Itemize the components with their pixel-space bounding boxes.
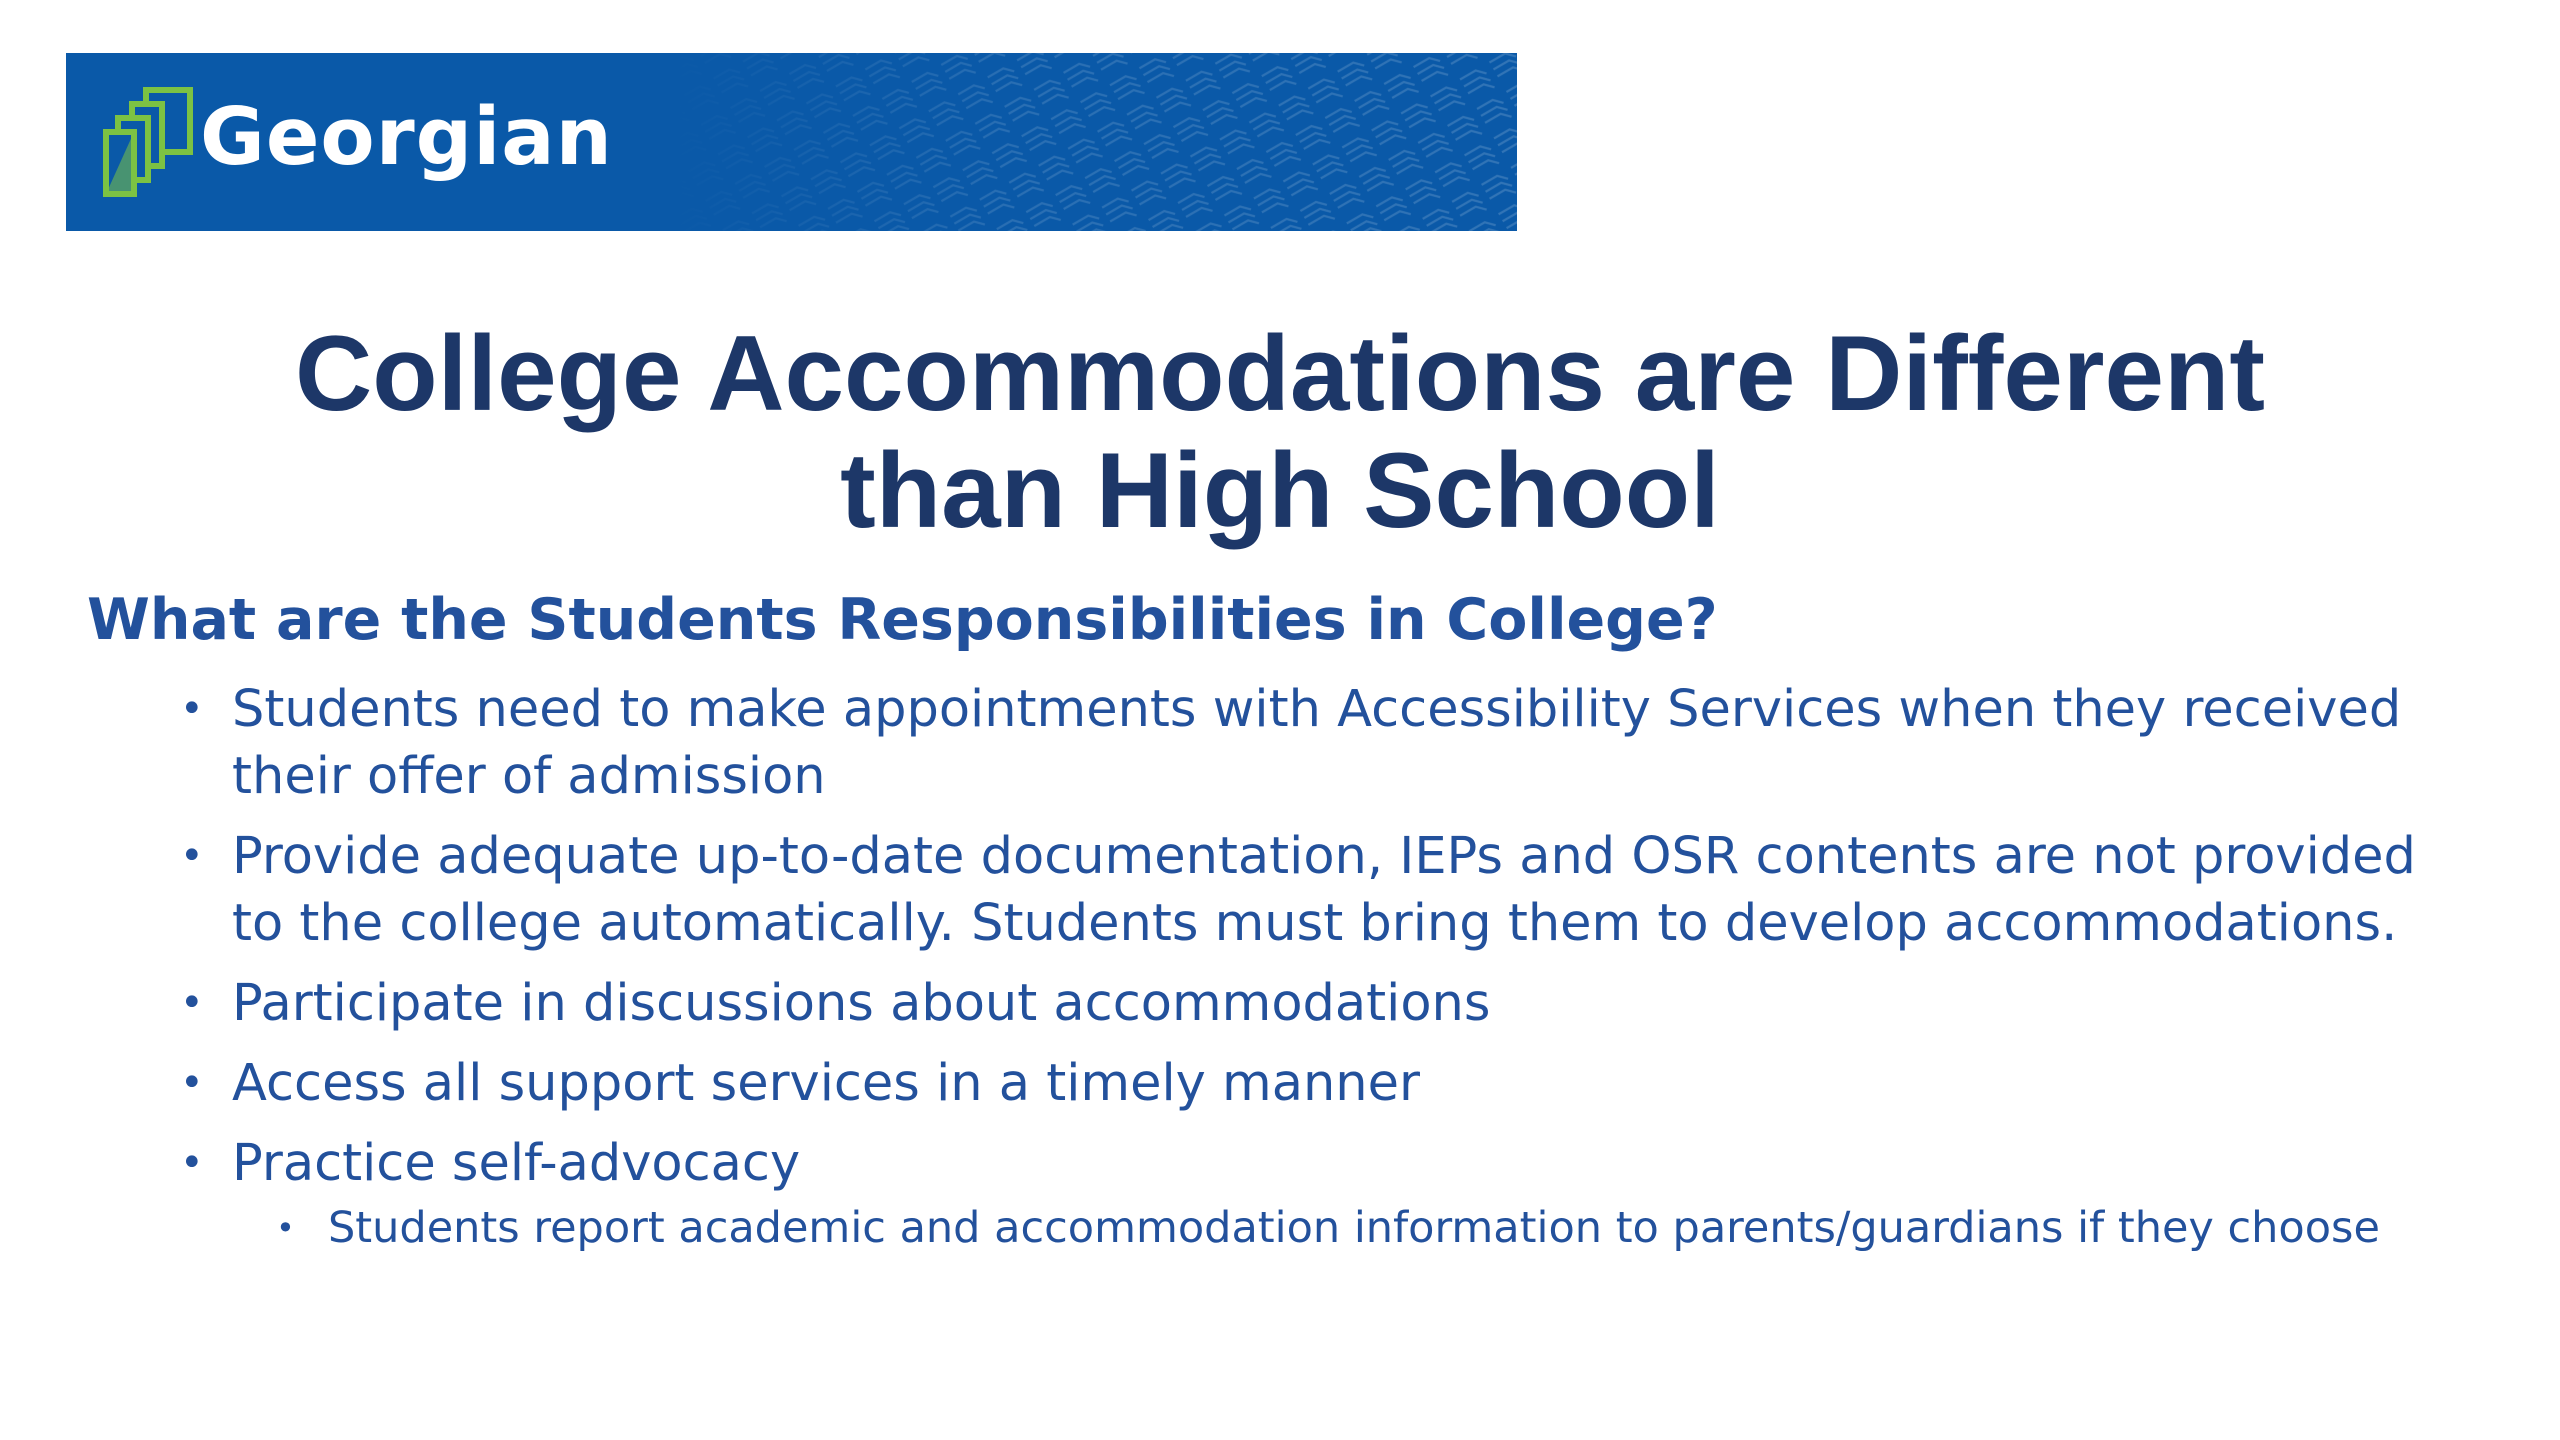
sub-bullet-dot-icon: • bbox=[276, 1209, 295, 1247]
slide-title bbox=[120, 315, 2440, 549]
sub-bullet-item bbox=[276, 1199, 2470, 1257]
bullet-text: Access all support services in a timely manner bbox=[232, 1054, 1420, 1113]
bullet-text: Participate in discussions about accommodations bbox=[232, 974, 1491, 1033]
bullet-dot-icon: • bbox=[180, 833, 204, 879]
bullet-text: Students need to make appointments with Accessibility Services when they received their offer of admission bbox=[232, 680, 2402, 806]
bullet-text: Provide adequate up-to-date documentation, IEPs and OSR contents are not provided to the college automatically. Students must bring them to develop accommodations. bbox=[232, 827, 2416, 953]
georgian-logo-icon bbox=[100, 82, 198, 200]
georgian-logo-text: Georgian bbox=[200, 91, 613, 183]
slide-subtitle: What are the Students Responsibilities in College? bbox=[87, 587, 1718, 653]
bullet-text: Practice self-advocacy bbox=[232, 1134, 801, 1193]
bullet-item bbox=[180, 823, 2470, 957]
bullet-list bbox=[180, 676, 2470, 1270]
header-banner bbox=[66, 53, 1517, 231]
bullet-dot-icon: • bbox=[180, 686, 204, 732]
bullet-item bbox=[180, 1050, 2470, 1117]
title-line-1: College Accommodations are Different bbox=[295, 313, 2265, 433]
bullet-item bbox=[180, 676, 2470, 810]
sub-bullet-list bbox=[276, 1199, 2470, 1257]
bullet-dot-icon: • bbox=[180, 1060, 204, 1106]
bullet-dot-icon: • bbox=[180, 980, 204, 1026]
title-line-2: than High School bbox=[840, 430, 1720, 550]
bullet-item bbox=[180, 970, 2470, 1037]
sub-bullet-text: Students report academic and accommodation information to parents/guardians if they choose bbox=[328, 1203, 2380, 1253]
bullet-dot-icon: • bbox=[180, 1140, 204, 1186]
bullet-item bbox=[180, 1130, 2470, 1257]
